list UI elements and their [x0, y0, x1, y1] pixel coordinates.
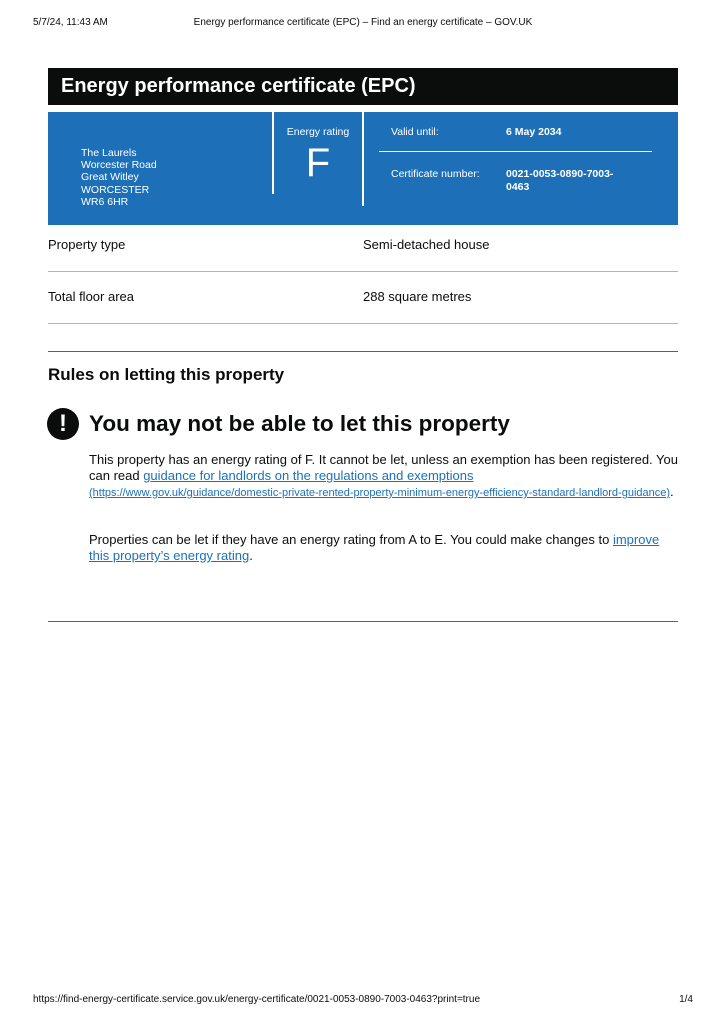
page-title: Energy performance certificate (EPC): [48, 68, 678, 105]
valid-until-value: 6 May 2034: [506, 126, 562, 138]
print-page-title: Energy performance certificate (EPC) – Find an energy certificate – GOV.UK: [193, 17, 533, 28]
paragraph-text: Properties can be let if they have an energy rating from A to E. You could make changes to: [89, 532, 613, 547]
energy-rating-value: F: [305, 141, 331, 185]
valid-until-label: Valid until:: [391, 126, 439, 138]
section-divider: [48, 351, 678, 352]
energy-rating-label: Energy rating: [286, 126, 350, 138]
print-footer: [33, 994, 693, 1008]
address-line: WORCESTER: [81, 183, 150, 196]
paragraph-end: .: [670, 484, 674, 499]
section-divider: [48, 621, 678, 622]
landlord-guidance-link[interactable]: guidance for landlords on the regulations and exemptions: [143, 468, 474, 483]
certificate-number-value: 0021-0053-0890-7003-0463: [506, 168, 614, 193]
warning-icon: !: [47, 408, 79, 440]
paragraph-end: .: [249, 548, 253, 563]
certificate-number-label: Certificate number:: [391, 168, 480, 180]
property-detail-value: Semi-detached house: [363, 237, 490, 252]
letting-rules-paragraph: [89, 452, 679, 501]
print-header: [33, 17, 693, 31]
floor-area-row: [48, 272, 678, 324]
print-url: https://find-energy-certificate.service.gov.uk/energy-certificate/0021-0053-0890-7003-0463?print=true: [33, 994, 481, 1005]
rules-heading: Rules on letting this property: [48, 365, 285, 384]
landlord-guidance-url[interactable]: (https://www.gov.uk/guidance/domestic-private-rented-property-minimum-energy-efficiency-standard-landlord-guidance): [89, 487, 671, 499]
rating-range-paragraph: [89, 532, 679, 564]
summary-divider: [379, 151, 652, 152]
page-number: 1/4: [679, 994, 693, 1005]
warning-title: You may not be able to let this property: [89, 411, 510, 436]
address-line: Great Witley: [81, 171, 139, 184]
paragraph-text: This property has an energy rating of F. It cannot be let, unless an exemption has been registered. You can read: [89, 452, 678, 483]
improve-rating-link[interactable]: improve this property’s energy rating: [89, 532, 660, 563]
print-datetime: 5/7/24, 11:43 AM: [33, 17, 108, 28]
property-detail-key: Total floor area: [48, 289, 134, 304]
address-line: Worcester Road: [81, 159, 157, 172]
property-type-row: [48, 220, 678, 272]
property-detail-value: 288 square metres: [363, 289, 472, 304]
property-address: [81, 147, 157, 208]
address-line: WR6 6HR: [81, 195, 129, 208]
summary-divider: [362, 112, 364, 206]
address-line: The Laurels: [81, 147, 137, 159]
property-detail-key: Property type: [48, 237, 126, 252]
epc-summary-panel: [48, 112, 678, 225]
